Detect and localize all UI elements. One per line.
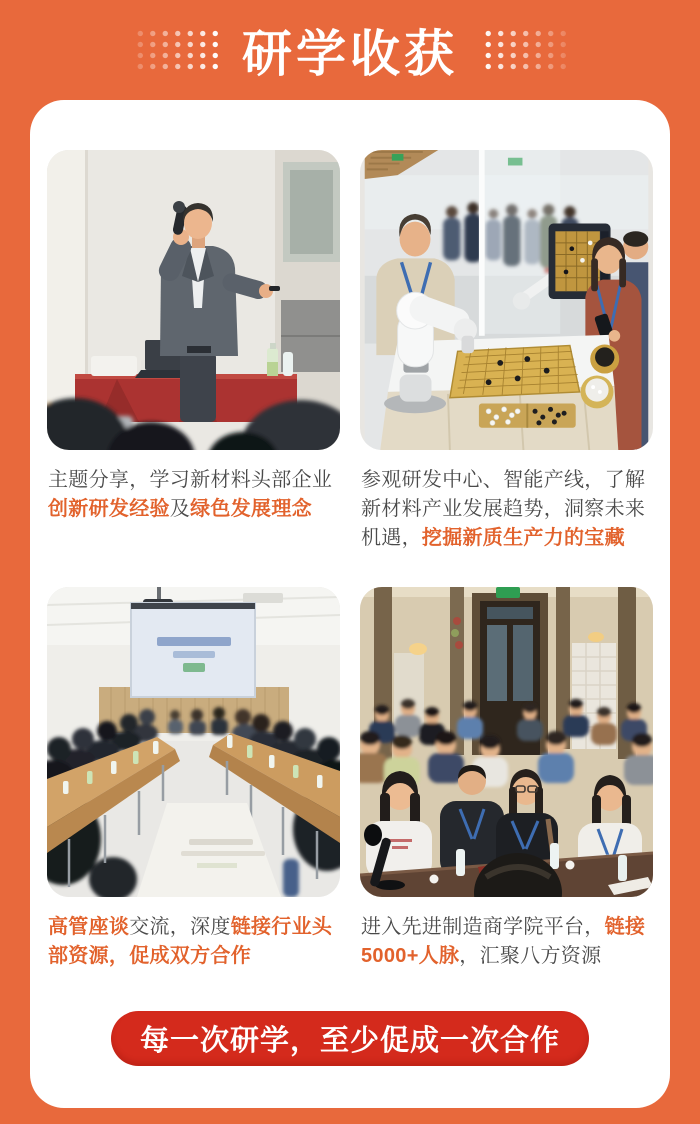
dot-grid-right-decoration <box>482 28 566 72</box>
gain-item-2 <box>360 150 653 553</box>
caption-segment: 参观研发中心、智能产线，了解新材料产业发展趋势，洞察未来机遇， <box>361 469 646 549</box>
photo-grid <box>30 100 670 971</box>
lecture-speaker-photo <box>47 150 340 450</box>
caption-segment: 交流，深度 <box>129 916 231 938</box>
caption-segment: ，汇聚八方资源 <box>459 945 602 967</box>
content-card <box>30 100 670 1108</box>
caption-segment-highlight: 绿色发展理念 <box>190 498 312 520</box>
caption <box>48 913 339 971</box>
gain-item-1 <box>47 150 340 553</box>
caption-segment: 主题分享，学习新材料头部企业 <box>48 469 333 491</box>
gain-item-4 <box>360 587 653 971</box>
caption-segment: 进入先进制造商学院平台， <box>361 916 605 938</box>
gain-item-3 <box>47 587 340 971</box>
caption-segment-highlight: 创新研发经验 <box>48 498 170 520</box>
slogan-banner: 每一次研学，至少促成一次合作 <box>111 1011 589 1066</box>
section-title: 研学收获 <box>242 26 458 82</box>
caption-segment-highlight: 高管座谈 <box>48 916 130 938</box>
caption <box>361 466 652 553</box>
caption-segment: 及 <box>169 498 191 520</box>
caption-segment-highlight: 链接行业头部资源，促成双方合作 <box>48 916 333 967</box>
caption-segment-highlight: 挖掘新质生产力的宝藏 <box>421 527 625 549</box>
caption <box>48 466 339 524</box>
caption <box>361 913 652 971</box>
header-banner <box>0 0 700 100</box>
caption-segment-highlight: 链接5000+人脉 <box>361 916 646 967</box>
dot-grid-left-decoration <box>134 28 218 72</box>
executive-roundtable-photo <box>47 587 340 897</box>
robot-go-demo-photo <box>360 150 653 450</box>
audience-session-photo <box>360 587 653 897</box>
